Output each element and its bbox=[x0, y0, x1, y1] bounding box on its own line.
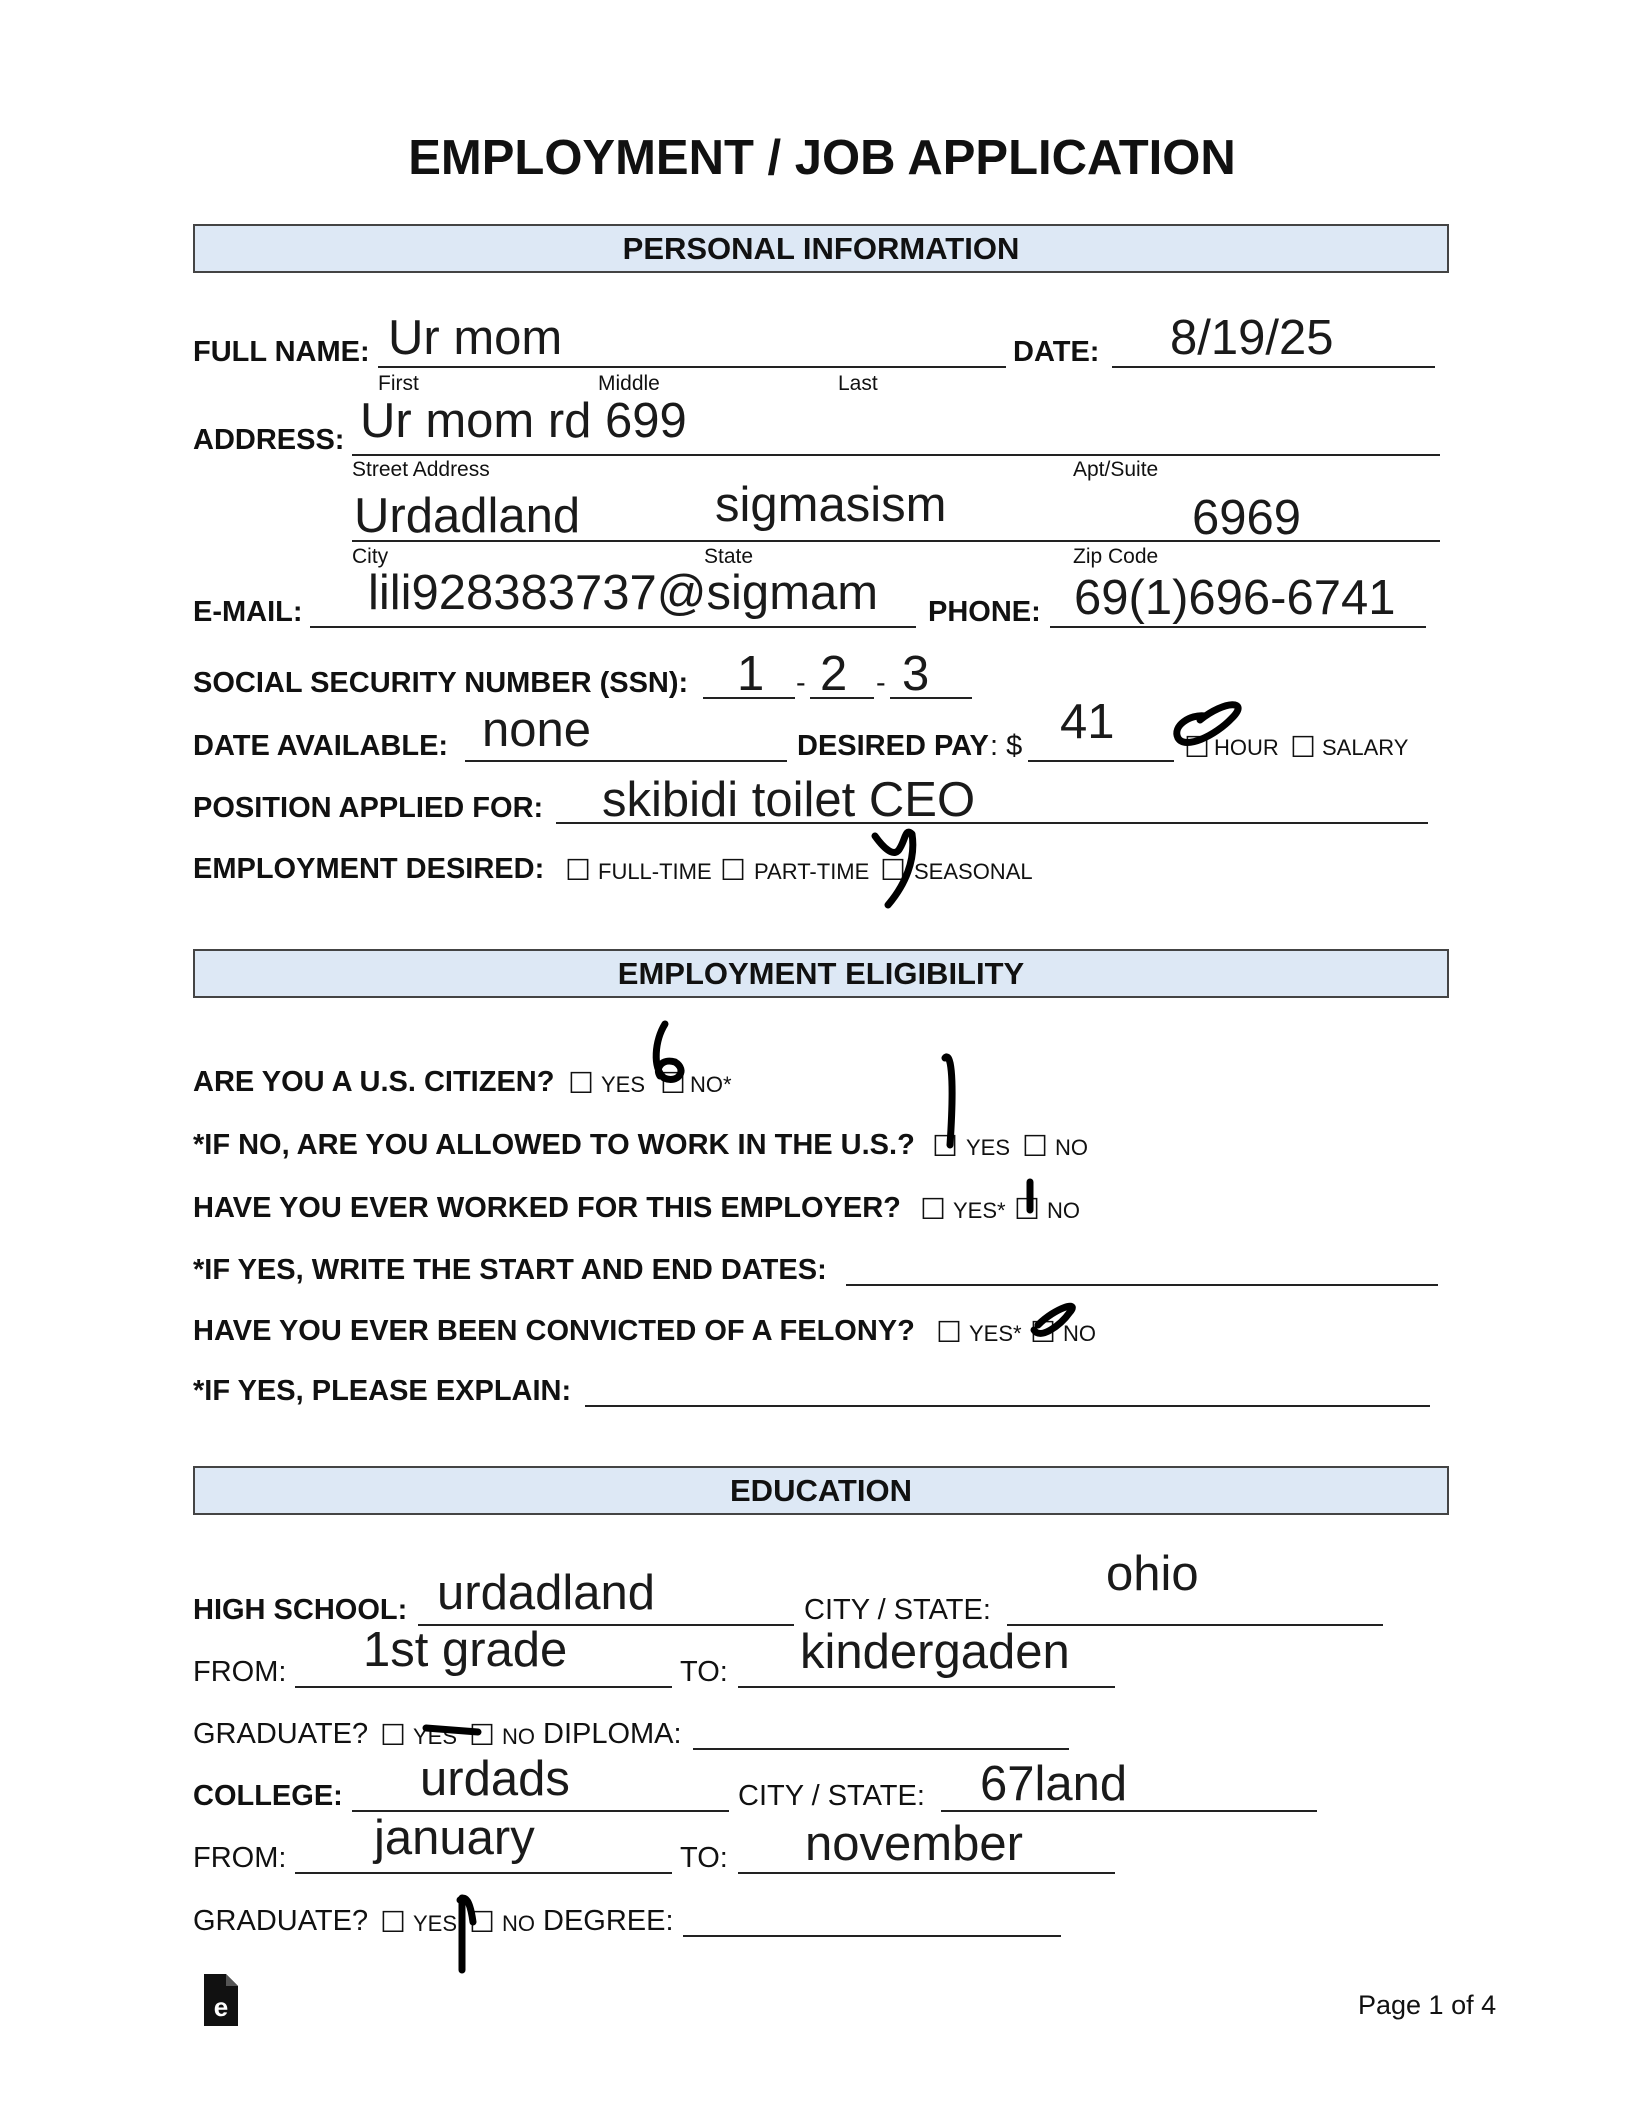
date-available-field[interactable]: none bbox=[482, 703, 592, 757]
svg-text:e: e bbox=[213, 1992, 229, 2022]
address-sub-street: Street Address bbox=[352, 458, 490, 481]
high-school-label: HIGH SCHOOL: bbox=[193, 1594, 408, 1626]
full-name-field[interactable]: Ur mom bbox=[388, 311, 563, 365]
salary-checkbox[interactable]: ☐ bbox=[1290, 732, 1316, 764]
hs-graduate-yes-label: YES bbox=[413, 1724, 458, 1749]
ssn-part-3[interactable]: 3 bbox=[902, 647, 930, 701]
desired-pay-label: DESIRED PAY bbox=[797, 730, 989, 762]
part-time-label: PART-TIME bbox=[754, 859, 870, 884]
hour-option-label: HOUR bbox=[1214, 735, 1279, 760]
full-time-label: FULL-TIME bbox=[598, 859, 712, 884]
college-graduate-no-checkbox[interactable]: ☐ bbox=[469, 1907, 495, 1939]
zip-field[interactable]: 6969 bbox=[1192, 491, 1302, 545]
position-field[interactable]: skibidi toilet CEO bbox=[602, 773, 976, 827]
name-sub-last: Last bbox=[838, 372, 878, 395]
hour-checkbox[interactable]: ☐ bbox=[1184, 732, 1210, 764]
ssn-label: SOCIAL SECURITY NUMBER (SSN): bbox=[193, 667, 689, 699]
phone-field[interactable]: 69(1)696-6741 bbox=[1074, 571, 1396, 625]
hs-from-field[interactable]: 1st grade bbox=[363, 1623, 568, 1677]
citizen-no-checkbox[interactable]: ☐ bbox=[660, 1068, 686, 1100]
hs-to-label: TO: bbox=[680, 1656, 728, 1688]
city-sub-zip: Zip Code bbox=[1073, 545, 1159, 568]
full-time-checkbox[interactable]: ☐ bbox=[565, 855, 591, 887]
salary-option-label: SALARY bbox=[1322, 735, 1409, 760]
city-sub-state: State bbox=[704, 545, 754, 568]
worked-no-label: NO bbox=[1047, 1198, 1080, 1223]
desired-pay-field[interactable]: 41 bbox=[1060, 695, 1115, 749]
date-available-label: DATE AVAILABLE: bbox=[193, 730, 449, 762]
worked-yes-checkbox[interactable]: ☐ bbox=[920, 1194, 946, 1226]
city-field[interactable]: Urdadland bbox=[354, 489, 581, 543]
position-label: POSITION APPLIED FOR: bbox=[193, 792, 544, 824]
college-from-label: FROM: bbox=[193, 1842, 287, 1874]
hs-city-state-field[interactable]: ohio bbox=[1106, 1547, 1199, 1601]
section-education-header: EDUCATION bbox=[193, 1466, 1449, 1515]
college-field[interactable]: urdads bbox=[420, 1752, 570, 1806]
ssn-part-1[interactable]: 1 bbox=[737, 647, 765, 701]
street-address-field[interactable]: Ur mom rd 699 bbox=[360, 394, 687, 448]
hs-graduate-no-checkbox[interactable]: ☐ bbox=[469, 1720, 495, 1752]
hour-check-mark bbox=[1177, 705, 1238, 743]
hs-graduate-label: GRADUATE? bbox=[193, 1718, 369, 1750]
email-field[interactable]: lili928383737@sigmam bbox=[368, 566, 879, 620]
degree-label: DEGREE: bbox=[543, 1905, 674, 1937]
college-to-field[interactable]: november bbox=[805, 1817, 1023, 1871]
college-graduate-yes-label: YES bbox=[413, 1911, 458, 1936]
date-label: DATE: bbox=[1013, 336, 1100, 368]
address-label: ADDRESS: bbox=[193, 424, 345, 456]
hs-to-field[interactable]: kindergaden bbox=[800, 1625, 1070, 1679]
part-time-checkbox[interactable]: ☐ bbox=[720, 855, 746, 887]
page-title: EMPLOYMENT / JOB APPLICATION bbox=[408, 131, 1236, 185]
ssn-part-2[interactable]: 2 bbox=[820, 647, 848, 701]
high-school-field[interactable]: urdadland bbox=[437, 1566, 655, 1620]
citizen-question: ARE YOU A U.S. CITIZEN? bbox=[193, 1066, 555, 1098]
felony-question: HAVE YOU EVER BEEN CONVICTED OF A FELONY? bbox=[193, 1315, 915, 1347]
college-to-label: TO: bbox=[680, 1842, 728, 1874]
felony-yes-checkbox[interactable]: ☐ bbox=[936, 1317, 962, 1349]
hs-city-state-label: CITY / STATE: bbox=[804, 1594, 991, 1626]
hs-graduate-strike bbox=[426, 1728, 478, 1732]
felony-no-checkbox[interactable]: ☐ bbox=[1030, 1317, 1056, 1349]
college-graduate-yes-checkbox[interactable]: ☐ bbox=[380, 1907, 406, 1939]
allowed-yes-checkbox[interactable]: ☐ bbox=[932, 1131, 958, 1163]
city-sub-city: City bbox=[352, 545, 389, 568]
email-label: E-MAIL: bbox=[193, 596, 303, 628]
felony-yes-label: YES* bbox=[969, 1321, 1022, 1346]
allowed-question: *IF NO, ARE YOU ALLOWED TO WORK IN THE U.S.? bbox=[193, 1129, 915, 1161]
felony-check-mark bbox=[1034, 1306, 1072, 1333]
employment-desired-label: EMPLOYMENT DESIRED: bbox=[193, 853, 545, 885]
date-field[interactable]: 8/19/25 bbox=[1170, 311, 1334, 365]
college-graduate-no-label: NO bbox=[502, 1911, 535, 1936]
citizen-yes-label: YES bbox=[601, 1072, 646, 1097]
page-number: Page 1 of 4 bbox=[1358, 1990, 1497, 2020]
section-eligibility-header: EMPLOYMENT ELIGIBILITY bbox=[193, 949, 1449, 998]
citizen-yes-checkbox[interactable]: ☐ bbox=[568, 1068, 594, 1100]
diploma-label: DIPLOMA: bbox=[543, 1718, 682, 1750]
worked-yes-label: YES* bbox=[953, 1198, 1006, 1223]
college-label: COLLEGE: bbox=[193, 1780, 343, 1812]
address-sub-apt: Apt/Suite bbox=[1073, 458, 1159, 481]
worked-no-checkbox[interactable]: ☐ bbox=[1014, 1194, 1040, 1226]
college-from-field[interactable]: january bbox=[374, 1811, 535, 1865]
college-graduate-check-mark bbox=[460, 1898, 473, 1970]
hs-graduate-no-label: NO bbox=[502, 1724, 535, 1749]
college-graduate-label: GRADUATE? bbox=[193, 1905, 369, 1937]
allowed-yes-label: YES bbox=[966, 1135, 1011, 1160]
section-personal-header: PERSONAL INFORMATION bbox=[193, 224, 1449, 273]
felony-no-label: NO bbox=[1063, 1321, 1096, 1346]
college-city-state-field[interactable]: 67land bbox=[980, 1757, 1128, 1811]
seasonal-checkbox[interactable]: ☐ bbox=[880, 855, 906, 887]
allowed-no-label: NO bbox=[1055, 1135, 1088, 1160]
hs-graduate-yes-checkbox[interactable]: ☐ bbox=[380, 1720, 406, 1752]
state-field[interactable]: sigmasism bbox=[715, 478, 947, 532]
ssn-dash-1: - bbox=[796, 667, 806, 699]
hs-from-label: FROM: bbox=[193, 1656, 287, 1688]
citizen-check-mark bbox=[656, 1024, 681, 1079]
seasonal-label: SEASONAL bbox=[914, 859, 1033, 884]
dates-question: *IF YES, WRITE THE START AND END DATES: bbox=[193, 1254, 827, 1286]
name-sub-middle: Middle bbox=[598, 372, 660, 395]
citizen-no-label: NO* bbox=[690, 1072, 732, 1097]
name-sub-first: First bbox=[378, 372, 419, 395]
ssn-dash-2: - bbox=[876, 667, 886, 699]
full-name-label: FULL NAME: bbox=[193, 336, 370, 368]
allowed-no-checkbox[interactable]: ☐ bbox=[1022, 1131, 1048, 1163]
allowed-check-mark bbox=[945, 1057, 952, 1145]
phone-label: PHONE: bbox=[928, 596, 1041, 628]
seasonal-check-mark bbox=[875, 832, 913, 905]
worked-question: HAVE YOU EVER WORKED FOR THIS EMPLOYER? bbox=[193, 1192, 901, 1224]
desired-pay-currency: : $ bbox=[990, 730, 1023, 762]
explain-question: *IF YES, PLEASE EXPLAIN: bbox=[193, 1375, 572, 1407]
college-city-state-label: CITY / STATE: bbox=[738, 1780, 925, 1812]
